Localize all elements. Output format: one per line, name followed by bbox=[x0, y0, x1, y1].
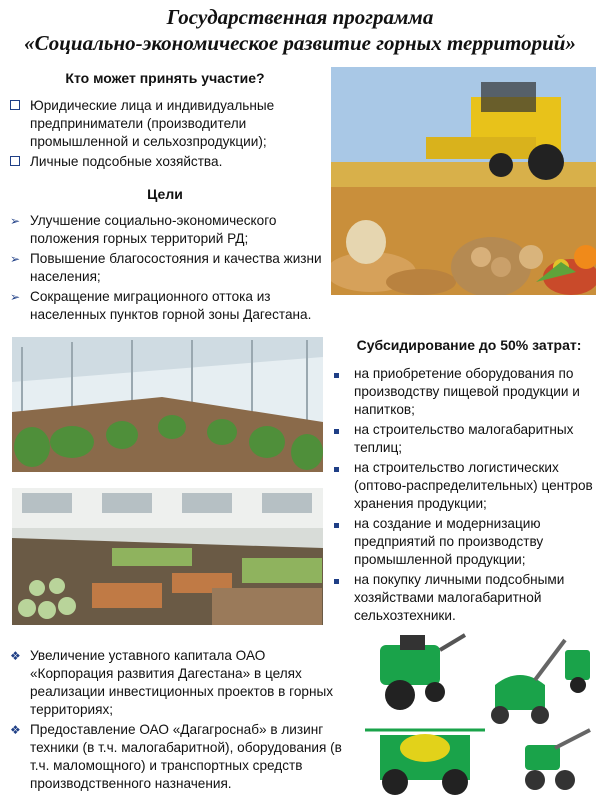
list-item: на создание и модернизацию предприятий по производству промышленной продукции; bbox=[326, 515, 598, 569]
arrow-bullet-icon: ➢ bbox=[10, 252, 21, 266]
checkbox-bullet-icon bbox=[10, 153, 20, 171]
title-line-2: «Социально-экономическое развитие горных территорий» bbox=[24, 31, 576, 55]
diamond-bullet-icon: ❖ bbox=[10, 649, 21, 663]
participants-list bbox=[2, 97, 320, 173]
list-item: ➢ Повышение благосостояния и качества жизни населения; bbox=[10, 251, 322, 284]
list-item: на покупку личными подсобными хозяйствами малогабаритной сельхозтехники. bbox=[326, 571, 598, 625]
list-item: ➢ Сокращение миграционного оттока из населенных пунктов горной зоны Дагестана. bbox=[10, 289, 312, 322]
diamond-bullet-icon: ❖ bbox=[10, 723, 21, 737]
square-bullet-icon bbox=[334, 421, 339, 439]
harvest-photo bbox=[331, 67, 596, 295]
square-bullet-icon bbox=[334, 515, 339, 533]
checkbox-bullet-icon bbox=[10, 97, 20, 115]
storage-photo bbox=[12, 488, 323, 625]
page-title bbox=[0, 4, 600, 56]
list-item: ❖ Предоставление ОАО «Дагагроснаб» в лизинг техники (в т.ч. малогабаритной), оборудования (в т.ч. маломощного) и транспортных средств производственного назначения. bbox=[10, 722, 342, 791]
list-item: ❖ Увеличение уставного капитала ОАО «Корпорация развития Дагестана» в целях реализации инвестиционных проектов в горных территориях; bbox=[10, 648, 334, 717]
subsidy-list bbox=[326, 365, 598, 627]
support-list bbox=[2, 647, 352, 795]
list-item: на приобретение оборудования по производству пищевой продукции и напитков; bbox=[326, 365, 598, 419]
subsidy-heading: Субсидирование до 50% затрат: bbox=[356, 337, 582, 353]
square-bullet-icon bbox=[334, 365, 339, 383]
list-item: ➢ Улучшение социально-экономического положения горных территорий РД; bbox=[10, 213, 277, 246]
square-bullet-icon bbox=[334, 459, 339, 477]
arrow-bullet-icon: ➢ bbox=[10, 214, 21, 228]
arrow-bullet-icon: ➢ bbox=[10, 290, 21, 304]
title-line-1: Государственная программа bbox=[166, 5, 434, 29]
square-bullet-icon bbox=[334, 571, 339, 589]
goals-list bbox=[2, 212, 332, 326]
participants-heading: Кто может принять участие? bbox=[65, 70, 265, 86]
goals-heading: Цели bbox=[147, 186, 183, 202]
list-item: Юридические лица и индивидуальные предприниматели (производители промышленной и сельхозпродукции); bbox=[2, 97, 320, 151]
list-item: Личные подсобные хозяйства. bbox=[2, 153, 320, 171]
greenhouse-photo bbox=[12, 337, 323, 472]
list-item: на строительство логистических (оптово-распределительных) центров хранения продукции; bbox=[326, 459, 598, 513]
list-item: на строительство малогабаритных теплиц; bbox=[326, 421, 598, 457]
farm-machinery-photo bbox=[360, 630, 598, 798]
